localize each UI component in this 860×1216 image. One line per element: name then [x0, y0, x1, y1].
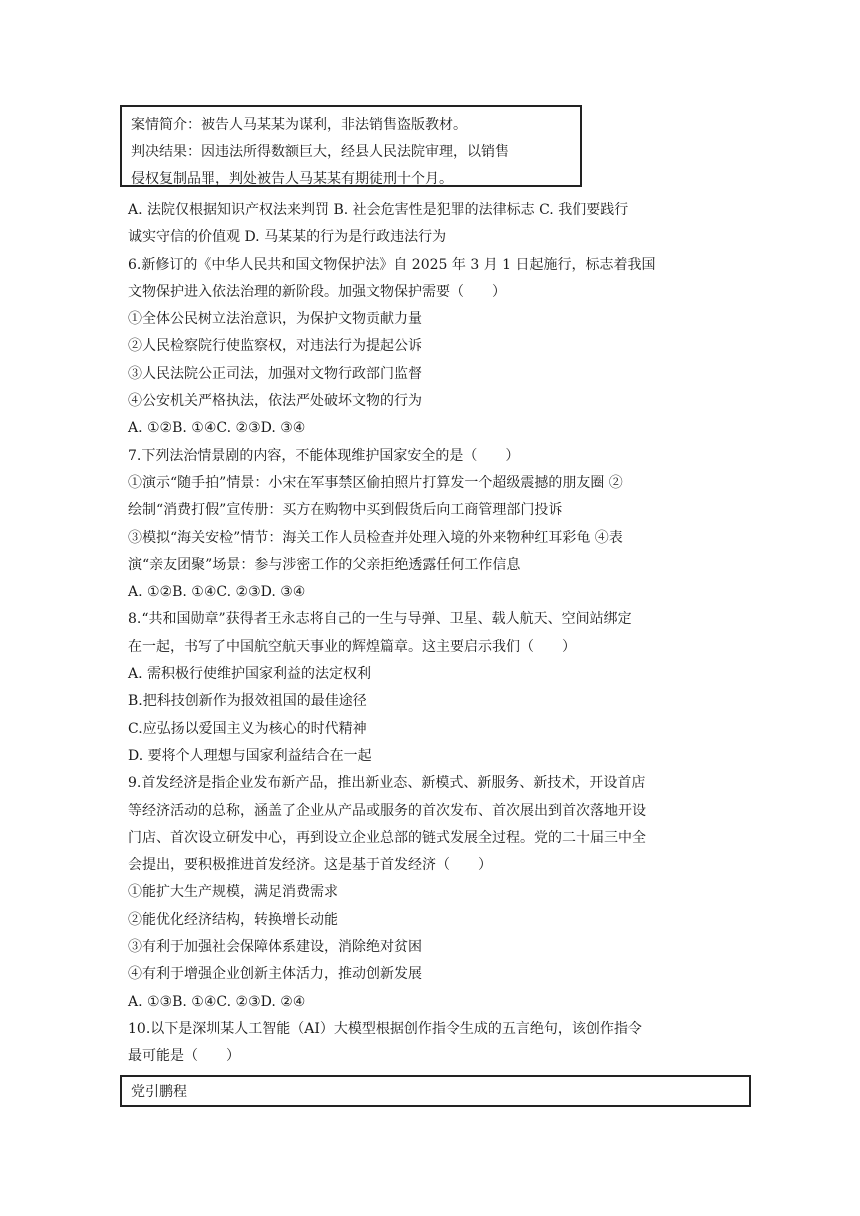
text-line: A. ①②B. ①④C. ②③D. ③④: [128, 420, 306, 437]
text-line: D. 要将个人理想与国家利益结合在一起: [128, 747, 372, 764]
text-line: A. ①②B. ①④C. ②③D. ③④: [128, 584, 306, 601]
text-line: 8.“共和国勋章”获得者王永志将自己的一生与导弹、卫星、载人航天、空间站绑定: [128, 611, 632, 628]
case-line: 判决结果：因违法所得数额巨大，经县人民法院审理，以销售: [131, 144, 509, 160]
text-line: ②人民检察院行使监察权，对违法行为提起公诉: [128, 338, 422, 355]
text-line: A. ①③B. ①④C. ②③D. ②④: [128, 993, 306, 1010]
question-body: [128, 197, 738, 1071]
text-line: 诚实守信的价值观 D. 马某某的行为是行政违法行为: [128, 229, 447, 246]
case-line: 案情简介：被告人马某某为谋利，非法销售盗版教材。: [131, 117, 467, 133]
text-line: 会提出，要积极推进首发经济。这是基于首发经济（ ）: [128, 857, 492, 874]
poem-box: 党引鹏程: [120, 1075, 751, 1107]
text-line: ④公安机关严格执法，依法严处破坏文物的行为: [128, 393, 422, 410]
text-line: ②能优化经济结构，转换增长动能: [128, 911, 338, 928]
text-line: 在一起，书写了中国航空航天事业的辉煌篇章。这主要启示我们（ ）: [128, 638, 576, 655]
text-line: 最可能是（ ）: [128, 1048, 240, 1065]
text-line: ①演示“随手拍”情景：小宋在军事禁区偷拍照片打算发一个超级震撼的朋友圈 ②: [128, 474, 623, 491]
text-line: ③有利于加强社会保障体系建设，消除绝对贫困: [128, 939, 422, 956]
text-line: ①全体公民树立法治意识，为保护文物贡献力量: [128, 311, 422, 328]
text-line: ③人民法院公正司法，加强对文物行政部门监督: [128, 365, 422, 382]
text-line: 演“亲友团聚”场景：参与涉密工作的父亲拒绝透露任何工作信息: [128, 556, 521, 573]
text-line: A. 需积极行使维护国家利益的法定权利: [128, 666, 372, 683]
text-line: ④有利于增强企业创新主体活力，推动创新发展: [128, 966, 422, 983]
case-summary-box: [120, 105, 582, 187]
text-line: 绘制“消费打假”宣传册：买方在购物中买到假货后向工商管理部门投诉: [128, 502, 563, 519]
text-line: B.把科技创新作为报效祖国的最佳途径: [128, 693, 367, 710]
text-line: ③模拟“海关安检”情节：海关工作人员检查并处理入境的外来物种红耳彩龟 ④表: [128, 529, 623, 546]
text-line: 文物保护进入依法治理的新阶段。加强文物保护需要（ ）: [128, 283, 506, 300]
case-line: 侵权复制品罪，判处被告人马某某有期徒刑十个月。: [131, 171, 453, 187]
text-line: 门店、首次设立研发中心，再到设立企业总部的链式发展全过程。党的二十届三中全: [128, 829, 646, 846]
text-line: C.应弘扬以爱国主义为核心的时代精神: [128, 720, 367, 737]
text-line: A. 法院仅根据知识产权法来判罚 B. 社会危害性是犯罪的法律标志 C. 我们要践行: [128, 202, 629, 218]
text-line: 6.新修订的《中华人民共和国文物保护法》自 2025 年 3 月 1 日起施行，标志着我国: [128, 256, 656, 273]
text-line: ①能扩大生产规模，满足消费需求: [128, 884, 338, 901]
text-line: 等经济活动的总称，涵盖了企业从产品或服务的首次发布、首次展出到首次落地开设: [128, 802, 646, 819]
text-line: 10.以下是深圳某人工智能（AI）大模型根据创作指令生成的五言绝句，该创作指令: [128, 1020, 642, 1037]
text-line: 7.下列法治情景剧的内容，不能体现维护国家安全的是（ ）: [128, 447, 520, 464]
text-line: 9.首发经济是指企业发布新产品，推出新业态、新模式、新服务、新技术，开设首店: [128, 775, 646, 792]
